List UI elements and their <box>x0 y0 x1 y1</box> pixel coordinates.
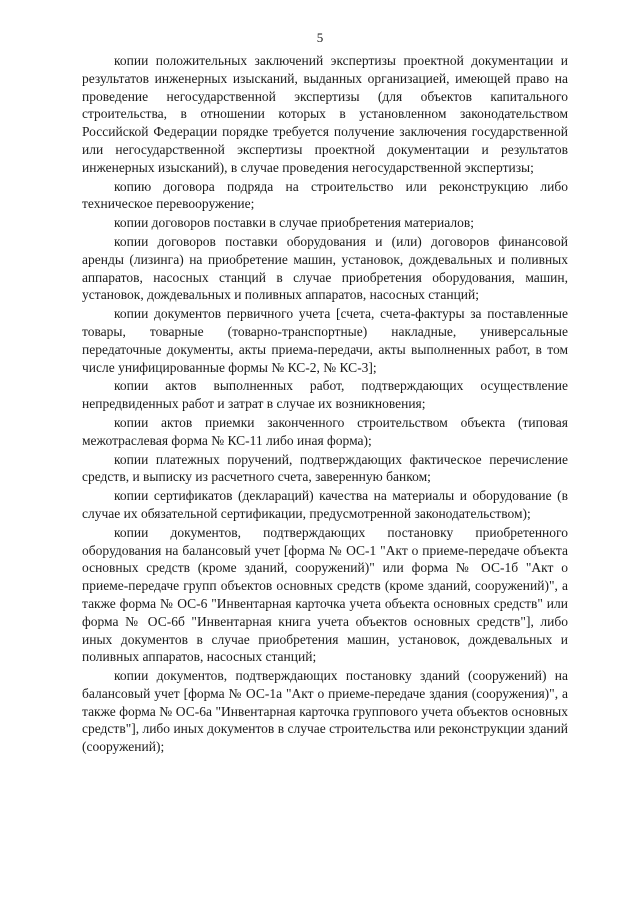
paragraph-buildings-balance: копии документов, подтверждающих постановку зданий (сооружений) на балансовый учет [форма № ОС-1а "Акт о приеме-передаче здания (сооружения)", а также форма № ОС-6а "Инвентарная карточка группового учета объектов основных средств"], либо иных документов в случае строительства или реконструкции зданий (сооружений); <box>82 668 568 755</box>
paragraph-acceptance-acts: копии актов приемки законченного строительством объекта (типовая межотраслевая форма № КС-11 либо иная форма); <box>82 414 568 448</box>
paragraph-payment-orders: копии платежных поручений, подтверждающих фактическое перечисление средств, и выписку из расчетного счета, заверенную банком; <box>82 451 568 485</box>
paragraph-primary-accounting: копии документов первичного учета [счета, счета-фактуры за поставленные товары, товарные (товарно-транспортные) накладные, универсальные передаточные документы, акты приема-передачи, акты выполненных работ, в том числе унифицированные формы № КС-2, № КС-3]; <box>82 306 568 375</box>
document-body <box>82 52 568 757</box>
paragraph-quality-certificates: копии сертификатов (деклараций) качества на материалы и оборудование (в случае их обязательной сертификации, предусмотренной законодательством); <box>82 488 568 521</box>
paragraph-equipment-leasing: копии договоров поставки оборудования и (или) договоров финансовой аренды (лизинга) на приобретение машин, установок, дождевальных и поливных аппаратов, насосных станций в случае приобретения оборудования, машин, установок, дождевальных и поливных аппаратов, насосных станций; <box>82 233 568 303</box>
paragraph-equipment-balance: копии документов, подтверждающих постановку приобретенного оборудования на балансовый учет [форма № ОС-1 "Акт о приеме-передаче объекта основных средств (кроме зданий, сооружений)" или форма № ОС-1б "Акт о приеме-передаче групп объектов основных средств (кроме зданий, сооружений)", а также форма № ОС-6 "Инвентарная карточка учета объекта основных средств" или форма № ОС-6б "Инвентарная книга учета объектов основных средств"], либо иных документов в случае приобретения машин, установок, дождевальных и поливных аппаратов, насосных станций; <box>82 524 568 665</box>
paragraph-expertise-conclusions: копии положительных заключений экспертизы проектной документации и результатов инженерных изысканий, выданных организацией, имеющей право на проведение негосударственной экспертизы (для объектов капитального строительства, в отношении которых в установленном законодательством Российской Федерации порядке требуется получение заключения государственной или негосударственной экспертизы проектной документации и результатов инженерных изысканий), в случае проведения негосударственной экспертизы; <box>82 53 568 175</box>
paragraph-construction-contract: копию договора подряда на строительство или реконструкцию либо техническое перевооружение; <box>82 178 568 212</box>
page-number: 5 <box>316 30 324 45</box>
paragraph-unforeseen-works: копии актов выполненных работ, подтверждающих осуществление непредвиденных работ и затрат в случае их возникновения; <box>82 378 568 412</box>
paragraph-supply-contracts: копии договоров поставки в случае приобретения материалов; <box>114 215 474 231</box>
